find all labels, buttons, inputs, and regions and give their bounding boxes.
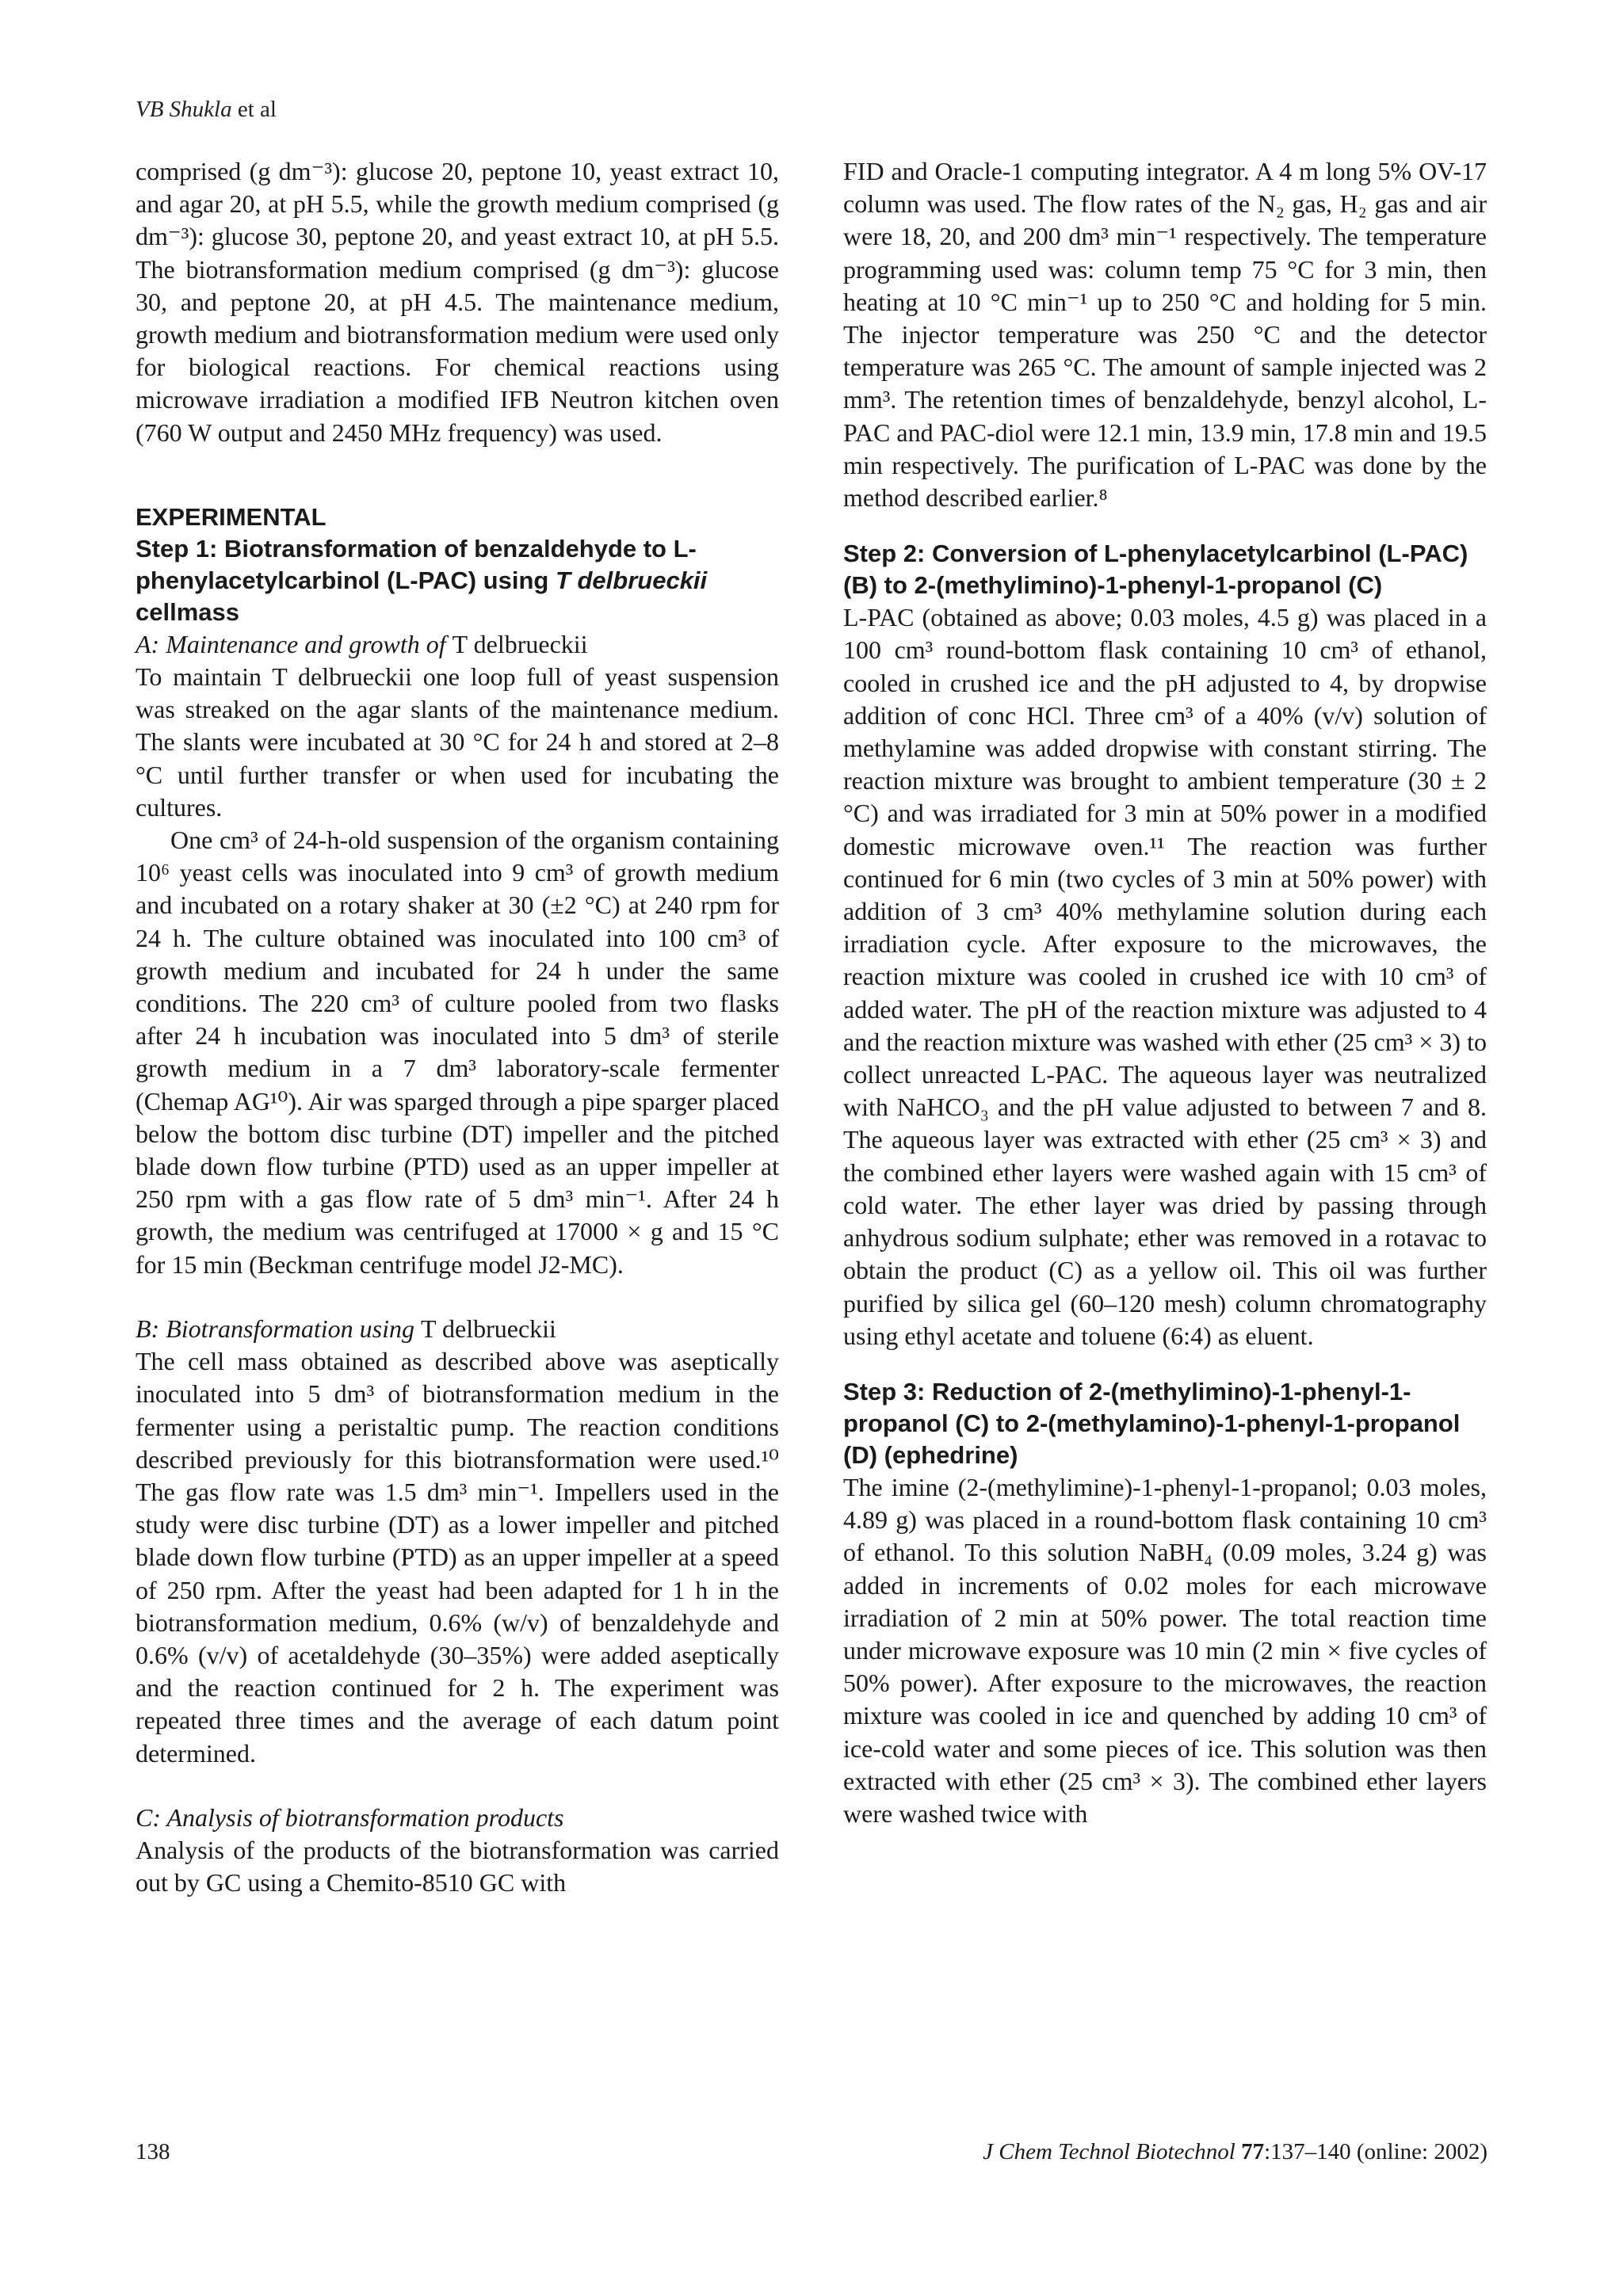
step1-heading-organism: T delbrueckii: [555, 566, 708, 594]
subsection-a-label: A: Maintenance and growth of: [136, 629, 453, 658]
subsection-a-paragraph-1: To maintain T delbrueckii one loop full of yeast suspension was streaked on the agar slants of the maintenance medium. The slants were incubated at 30 °C for 24 h and stored at 2–8 °C until further transfer or when used for incubating the cultures.: [136, 662, 779, 822]
right-column: [843, 155, 1487, 1830]
subsection-c-paragraph: Analysis of the products of the biotransformation was carried out by GC using a Chemito-8510 GC with: [136, 1835, 779, 1897]
running-head-etal: et al: [231, 97, 277, 122]
page-number: 138: [136, 2139, 170, 2164]
step1-heading-part4: cellmass: [136, 597, 239, 626]
journal-pages: :137–140 (online: 2002): [1264, 2139, 1487, 2164]
subsection-b-heading: [136, 1313, 779, 1345]
section-heading-experimental: EXPERIMENTAL: [136, 502, 327, 531]
journal-name: J Chem Technol Biotechnol: [983, 2139, 1235, 2164]
left-column: [136, 155, 779, 1899]
gc-paragraph: FID and Oracle-1 computing integrator. A 4 m long 5% OV-17 column was used. The flow rates of the N₂ gas, H₂ gas and air were 18, 20, and 200 dm³ min⁻¹ respectively. The temperature programming used was: column temp 75 °C for 3 min, then heating at 10 °C min⁻¹ up to 250 °C and holding for 5 min. The injector temperature was 250 °C and the detector temperature was 265 °C. The amount of sample injected was 2 mm³. The retention times of benzaldehyde, benzyl alcohol, L-PAC and PAC-diol were 12.1 min, 13.9 min, 17.8 min and 19.5 min respectively. The purification of L-PAC was done by the method described earlier.⁸: [843, 157, 1487, 513]
journal-citation: [983, 2139, 1487, 2165]
step1-heading-part2: L-phenylacetylcarbinol (L-PAC) using: [136, 534, 697, 594]
step3-heading: Step 3: Reduction of 2-(methylimino)-1-phenyl-1-propanol (C) to 2-(methylamino)-1-phenyl-1-propanol (D) (ephedrine): [843, 1377, 1461, 1469]
step2-heading: Step 2: Conversion of L-phenylacetylcarbinol (L-PAC) (B) to 2-(methylimino)-1-phenyl-1-propanol (C): [843, 540, 1468, 600]
subsection-a-paragraph-2: One cm³ of 24-h-old suspension of the organism containing 10⁶ yeast cells was inoculated into 9 cm³ of growth medium and incubated on a rotary shaker at 30 (±2 °C) at 240 rpm for 24 h. The culture obtained was inoculated into 100 cm³ of growth medium and incubated for 24 h under the same conditions. The 220 cm³ of culture pooled from two flasks after 24 h incubation was inoculated into 5 dm³ of sterile growth medium in a 7 dm³ laboratory-scale fermenter (Chemap AG¹⁰). Air was sparged through a pipe sparger placed below the bottom disc turbine (DT) impeller and the pitched blade down flow turbine (PTD) used as an upper impeller at 250 rpm with a gas flow rate of 5 dm³ min⁻¹. After 24 h growth, the medium was centrifuged at 17000 × g and 15 °C for 15 min (Beckman centrifuge model J2-MC).: [136, 826, 779, 1279]
journal-volume: 77: [1241, 2139, 1265, 2164]
subsection-b-organism: T delbrueckii: [421, 1314, 556, 1343]
running-head: [136, 97, 277, 123]
running-head-authors: VB Shukla: [136, 97, 232, 122]
subsection-a-heading: [136, 628, 779, 661]
subsection-b-label: B: Biotransformation using: [136, 1314, 422, 1343]
step3-paragraph: The imine (2-(methylimine)-1-phenyl-1-propanol; 0.03 moles, 4.89 g) was placed in a round-bottom flask containing 10 cm³ of ethanol. To this solution NaBH₄ (0.09 moles, 3.24 g) was added in increments of 0.02 moles for each microwave irradiation of 2 min at 50% power. The total reaction time under microwave exposure was 10 min (2 min × five cycles of 50% power). After exposure to the microwaves, the reaction mixture was cooled in ice and quenched by adding 10 cm³ of ice-cold water and some pieces of ice. This solution was then extracted with ether (25 cm³ × 3). The combined ether layers were washed twice with: [843, 1472, 1487, 1828]
subsection-c-heading: C: Analysis of biotransformation products: [136, 1802, 564, 1832]
step1-heading: [136, 533, 779, 628]
subsection-b-paragraph: The cell mass obtained as described above was aseptically inoculated into 5 dm³ of biotransformation medium in the fermenter using a peristaltic pump. The reaction conditions described previously for this biotransformation were used.¹⁰ The gas flow rate was 1.5 dm³ min⁻¹. Impellers used in the study were disc turbine (DT) as a lower impeller and pitched blade down flow turbine (PTD) as an upper impeller at a speed of 250 rpm. After the yeast had been adapted for 1 h in the biotransformation medium, 0.6% (w/v) of benzaldehyde and 0.6% (v/v) of acetaldehyde (30–35%) were added aseptically and the reaction continued for 2 h. The experiment was repeated three times and the average of each datum point determined.: [136, 1347, 779, 1768]
intro-paragraph: comprised (g dm⁻³): glucose 20, peptone 10, yeast extract 10, and agar 20, at pH 5.5, while the growth medium comprised (g dm⁻³): glucose 30, peptone 20, and yeast extract 10, at pH 5.5. The biotransformation medium comprised (g dm⁻³): glucose 30, and peptone 20, at pH 4.5. The maintenance medium, growth medium and biotransformation medium were used only for biological reactions. For chemical reactions using microwave irradiation a modified IFB Neutron kitchen oven (760 W output and 2450 MHz frequency) was used.: [136, 157, 779, 447]
step1-heading-part1: Step 1: Biotransformation of benzaldehyde to: [136, 534, 674, 563]
subsection-a-organism: T delbrueckii: [452, 629, 588, 658]
step2-paragraph: L-PAC (obtained as above; 0.03 moles, 4.5 g) was placed in a 100 cm³ round-bottom flask containing 10 cm³ of ethanol, cooled in crushed ice and the pH adjusted to 4, by dropwise addition of conc HCl. Three cm³ of a 40% (v/v) solution of methylamine was added dropwise with constant stirring. The reaction mixture was brought to ambient temperature (30 ± 2 °C) and was irradiated for 3 min at 50% power in a modified domestic microwave oven.¹¹ The reaction was further continued for 6 min (two cycles of 3 min at 50% power) with addition of 3 cm³ 40% methylamine solution during each irradiation cycle. After exposure to the microwaves, the reaction mixture was cooled in crushed ice with 10 cm³ of added water. The pH of the reaction mixture was adjusted to 4 and the reaction mixture was washed with ether (25 cm³ × 3) to collect unreacted L-PAC. The aqueous layer was neutralized with NaHCO₃ and the pH value adjusted to between 7 and 8. The aqueous layer was extracted with ether (25 cm³ × 3) and the combined ether layers were washed again with 15 cm³ of cold water. The ether layer was dried by passing through anhydrous sodium sulphate; ether was removed in a rotavac to obtain the product (C) as a yellow oil. This oil was further purified by silica gel (60–120 mesh) column chromatography using ethyl acetate and toluene (6:4) as eluent.: [843, 603, 1487, 1350]
